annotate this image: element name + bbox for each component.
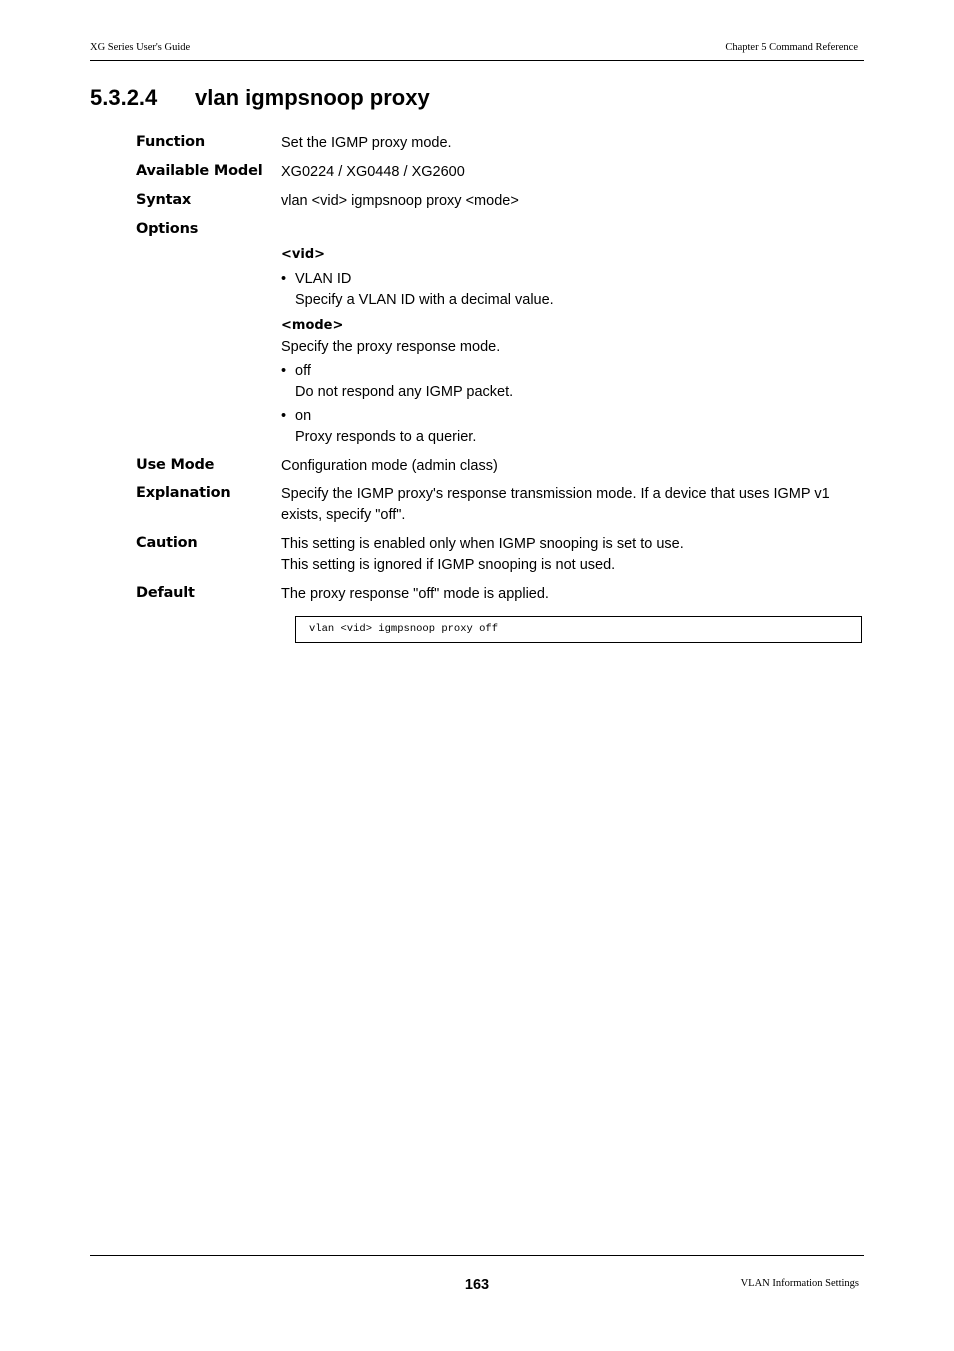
default-value: The proxy response "off" mode is applied. xyxy=(281,586,549,602)
options-label: Options xyxy=(136,221,199,237)
function-value: Set the IGMP proxy mode. xyxy=(281,135,452,151)
caution-line-1: This setting is enabled only when IGMP snooping is set to use. xyxy=(281,536,684,552)
header-rule xyxy=(90,60,864,61)
option-vid-name: <vid> xyxy=(281,247,326,262)
bullet-icon: • xyxy=(281,271,287,287)
available-model-value: XG0224 / XG0448 / XG2600 xyxy=(281,164,465,180)
running-header-left: XG Series User's Guide xyxy=(90,42,191,53)
running-footer-right: VLAN Information Settings xyxy=(740,1278,859,1289)
function-label: Function xyxy=(136,134,206,150)
option-mode-on-label: on xyxy=(295,408,312,424)
explanation-label: Explanation xyxy=(136,485,231,501)
option-mode-desc: Specify the proxy response mode. xyxy=(281,339,501,355)
option-mode-on-bullet xyxy=(281,406,311,427)
caution-label: Caution xyxy=(136,535,198,551)
bullet-icon: • xyxy=(281,363,287,379)
syntax-value: vlan <vid> igmpsnoop proxy <mode> xyxy=(281,193,519,209)
explanation-line-2: exists, specify "off". xyxy=(281,507,406,523)
option-mode-name: <mode> xyxy=(281,318,344,333)
use-mode-label: Use Mode xyxy=(136,457,215,473)
bullet-icon: • xyxy=(281,408,287,424)
default-code-box xyxy=(295,616,862,643)
option-mode-off-label: off xyxy=(295,363,311,379)
running-header-right: Chapter 5 Command Reference xyxy=(725,42,858,53)
page-number: 163 xyxy=(464,1277,490,1293)
footer-rule xyxy=(90,1255,864,1256)
option-vid-bullet-text: VLAN ID xyxy=(295,271,352,287)
syntax-label: Syntax xyxy=(136,192,192,208)
explanation-line-1: Specify the IGMP proxy's response transmission mode. If a device that uses IGMP v1 xyxy=(281,486,830,502)
option-vid-desc: Specify a VLAN ID with a decimal value. xyxy=(295,292,554,308)
section-number: 5.3.2.4 xyxy=(90,85,158,110)
option-mode-off-desc: Do not respond any IGMP packet. xyxy=(295,384,514,400)
use-mode-value: Configuration mode (admin class) xyxy=(281,458,498,474)
option-mode-on-desc: Proxy responds to a querier. xyxy=(295,429,477,445)
default-label: Default xyxy=(136,585,195,601)
section-title-text: vlan igmpsnoop proxy xyxy=(195,85,430,110)
section-title xyxy=(90,85,430,111)
caution-line-2: This setting is ignored if IGMP snooping is not used. xyxy=(281,557,616,573)
option-vid-bullet xyxy=(281,269,351,290)
available-model-label: Available Model xyxy=(136,163,263,179)
default-code: vlan <vid> igmpsnoop proxy off xyxy=(309,623,499,635)
option-mode-off-bullet xyxy=(281,361,311,382)
